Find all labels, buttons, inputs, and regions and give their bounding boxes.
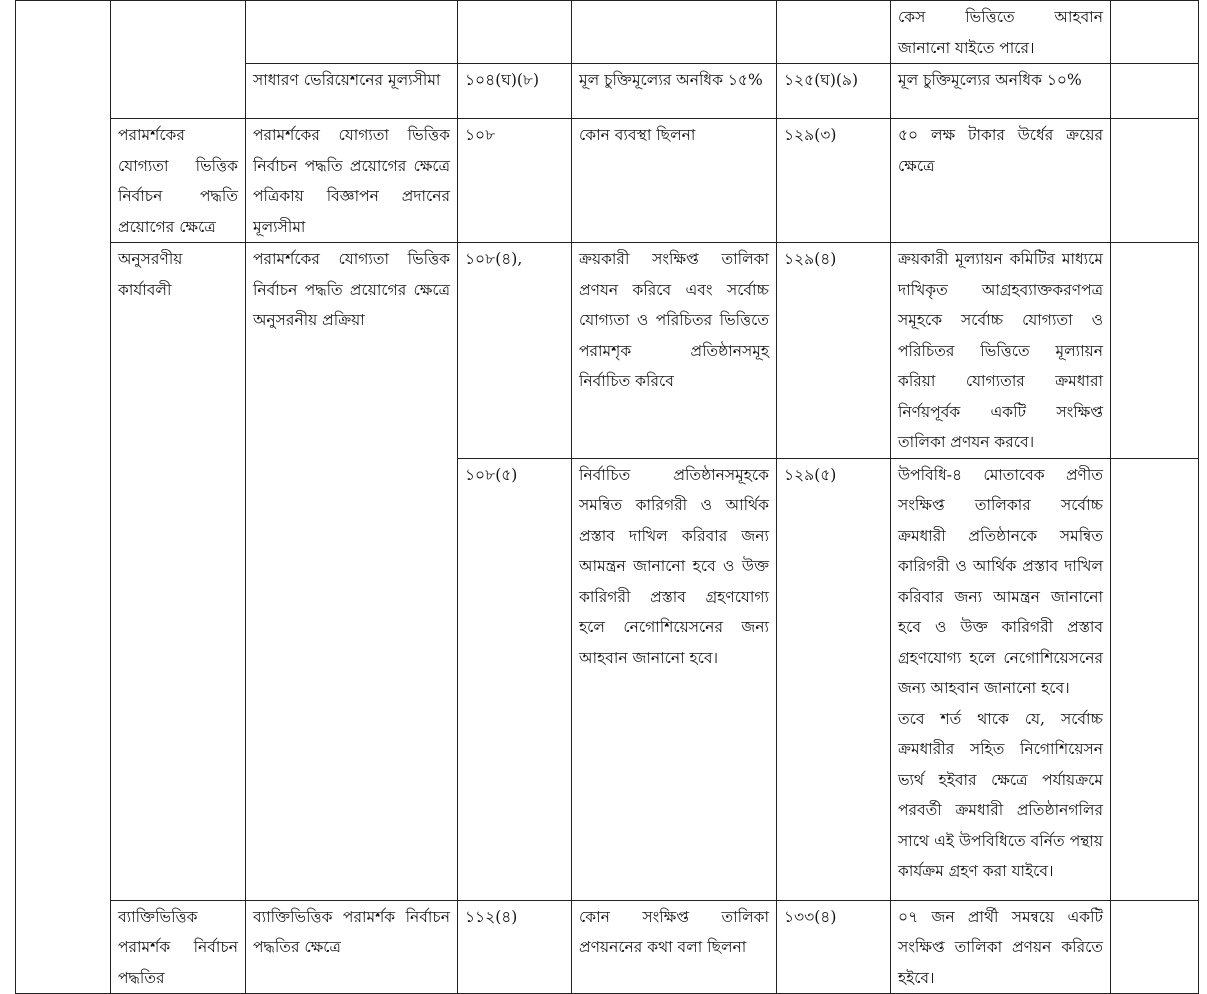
comparison-table — [15, 0, 1199, 994]
old-section-cell: ১০৪(ঘ)(৮) — [458, 64, 572, 119]
category-cell: পরামর্শকের যোগ্যতা ভিত্তিক নির্বাচন পদ্ধতি প্রয়োগের ক্ষেত্রে — [111, 119, 246, 243]
new-provision-cell — [891, 1, 1111, 64]
subject-cell: পরামর্শকের যোগ্যতা ভিত্তিক নির্বাচন পদ্ধতি প্রয়োগের ক্ষেত্রে পত্রিকায় বিজ্ঞাপন প্রদানের মূল্যসীমা — [246, 119, 458, 243]
table-row — [16, 900, 1199, 994]
new-section-cell: ১২৯(৩) — [777, 119, 891, 243]
provision-paragraph: উপবিধি-৪ মোতাবেক প্রণীত সংক্ষিপ্ত তালিকার সর্বোচ্চ ক্রমধারী প্রতিষ্ঠানকে সমন্বিত কারিগরী ও আর্থিক প্রস্তাব দাখিল করিবার জন্য আমন্ত্রন জানানো হবে ও উক্ত কারিগরী প্রস্তাব গ্রহণযোগ্য হলে নেগোশিয়েসনের জন্য আহবান জানানো হবে। — [898, 465, 1103, 697]
old-section-cell: ১০৮(৫) — [458, 458, 572, 900]
new-provision-cell: ক্রয়কারী মূল্যায়ন কমিটির মাধ্যমে দাখিকৃত আগ্রহব্যাক্তকরণপত্র সমূহকে সর্বোচ্চ যোগ্যতা ও পরিচিতর ভিত্তিতে মূল্যায়ন করিয়া যোগ্যতার ক্রমধারা নির্ণয়পূর্বক একটি সংক্ষিপ্ত তালিকা প্রণযন করবে। — [891, 243, 1111, 459]
category-cell: ব্যাক্তিভিত্তিক পরামর্শক নির্বাচন পদ্ধতির — [111, 900, 246, 994]
text-line: কেস ভিত্তিতে আহবান — [898, 8, 1103, 26]
old-section-cell: ১০৮ — [458, 119, 572, 243]
new-section-cell: ১৩৩(৪) — [777, 900, 891, 994]
new-provision-cell: মূল চুক্তিমূল্যের অনধিক ১০% — [891, 64, 1111, 119]
cell-empty — [458, 1, 572, 64]
new-provision-cell — [891, 458, 1111, 900]
cell-empty — [1111, 900, 1199, 994]
cell-empty — [572, 1, 777, 64]
cell-empty — [111, 1, 246, 119]
table-row — [16, 243, 1199, 459]
subject-cell: পরামর্শকের যোগ্যতা ভিত্তিক নির্বাচন পদ্ধতি প্রয়োগের ক্ষেত্রে অনুসরনীয় প্রক্রিয়া — [246, 243, 458, 901]
old-provision-cell: নির্বাচিত প্রতিষ্ঠানসমূহকে সমন্বিত কারিগরী ও আর্থিক প্রস্তাব দাখিল করিবার জন্য আমন্ত্রন জানানো হবে ও উক্ত কারিগরী প্রস্তাব গ্রহণযোগ্য হলে নেগোশিয়েসনের জন্য আহবান জানানো হবে। — [572, 458, 777, 900]
cell-empty — [1111, 119, 1199, 243]
cell-empty — [1111, 64, 1199, 119]
cell-empty — [246, 1, 458, 64]
subject-cell: ব্যাক্তিভিত্তিক পরামর্শক নির্বাচন পদ্ধতির ক্ষেত্রে — [246, 900, 458, 994]
table-row — [16, 1, 1199, 64]
cell-empty — [16, 1, 111, 994]
old-provision-cell: মূল চুক্তিমূল্যের অনধিক ১৫% — [572, 64, 777, 119]
new-section-cell: ১২৯(৫) — [777, 458, 891, 900]
provision-proviso: তবে শর্ত থাকে যে, সর্বোচ্চ ক্রমধারীর সহিত নিগোশিয়েসন ভ্যর্থ হইবার ক্ষেত্রে পর্যায়ক্রমে পরবর্তী ক্রমধারী প্রতিষ্ঠানগলির সাথে এই উপবিধিতে বর্নিত পন্থায় কার্যক্রম গ্রহণ করা যাইবে। — [898, 709, 1103, 880]
new-section-cell: ১২৯(৪) — [777, 243, 891, 459]
category-cell: অনুসরণীয় কার্যাবলী — [111, 243, 246, 901]
old-provision-cell: কোন সংক্ষিপ্ত তালিকা প্রণয়ননের কথা বলা ছিলনা — [572, 900, 777, 994]
old-provision-cell: কোন ব্যবস্থা ছিলনা — [572, 119, 777, 243]
old-section-cell: ১১২(৪) — [458, 900, 572, 994]
old-provision-cell: ক্রয়কারী সংক্ষিপ্ত তালিকা প্রণযন করিবে এবং সর্বোচ্চ যোগ্যতা ও পরিচিতর ভিত্তিতে পরামশৃক প্রতিষ্ঠানসমূহ নির্বাচিত করিবে — [572, 243, 777, 459]
subject-cell: সাধারণ ভেরিয়েশনের মূল্যসীমা — [246, 64, 458, 119]
table-row — [16, 119, 1199, 243]
new-provision-cell: ০৭ জন প্রার্থী সমন্বয়ে একটি সংক্ষিপ্ত তালিকা প্রণয়ন করিতে হইবে। — [891, 900, 1111, 994]
cell-empty — [1111, 458, 1199, 900]
new-section-cell: ১২৫(ঘ)(৯) — [777, 64, 891, 119]
cell-empty — [1111, 243, 1199, 459]
new-provision-cell: ৫০ লক্ষ টাকার উর্ধের ক্রয়ের ক্ষেত্রে — [891, 119, 1111, 243]
text-line: জানানো যাইতে পারে। — [898, 38, 1035, 57]
cell-empty — [1111, 1, 1199, 64]
old-section-cell: ১০৮(৪), — [458, 243, 572, 459]
cell-empty — [777, 1, 891, 64]
